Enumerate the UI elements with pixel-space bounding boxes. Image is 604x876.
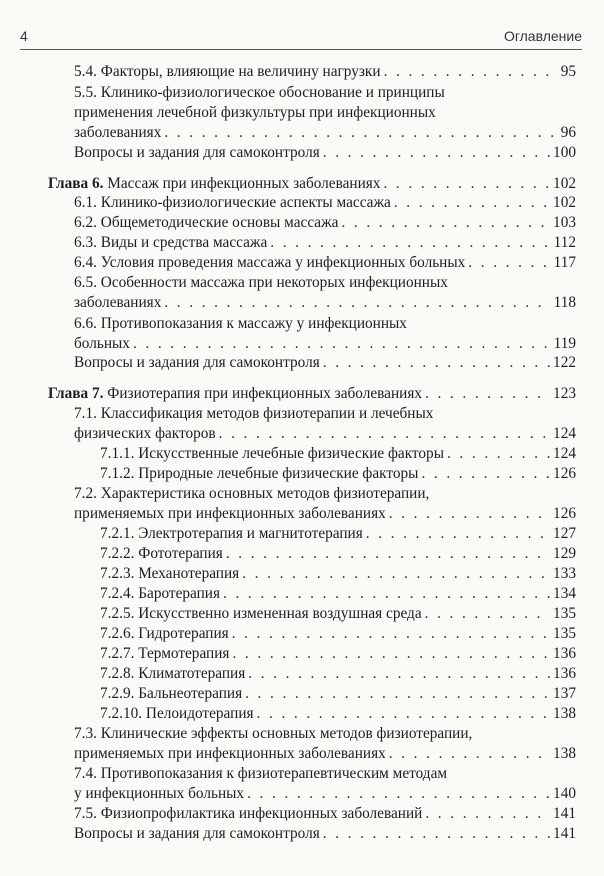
toc-subentry[interactable] <box>100 584 576 604</box>
entry-page: 136 <box>553 665 576 682</box>
entry-title: Вопросы и задания для самоконтроля <box>74 825 320 842</box>
entry-title: у инфекционных больных <box>74 785 245 802</box>
toc-entry[interactable] <box>74 253 576 273</box>
entry-page: 124 <box>553 425 576 442</box>
chapter-label: Глава 7. <box>48 385 104 402</box>
toc-entry[interactable] <box>74 314 576 334</box>
dot-leader <box>232 644 550 664</box>
toc-subentry[interactable] <box>100 664 576 684</box>
entry-page: 135 <box>553 605 576 622</box>
entry-title: 6.4. Условия проведения массажа у инфекционных больных <box>74 254 466 271</box>
entry-page: 119 <box>553 335 576 352</box>
dot-leader <box>242 564 550 584</box>
dot-leader <box>394 193 550 213</box>
entry-title: 7.2.4. Баротерапия <box>100 585 221 602</box>
toc-entry[interactable] <box>74 724 576 744</box>
dot-leader <box>389 504 550 524</box>
running-header <box>20 24 582 50</box>
running-title: Оглавление <box>503 28 582 44</box>
toc-entry[interactable] <box>74 353 576 373</box>
entry-title: физических факторов <box>74 425 216 442</box>
entry-title: применяемых при инфекционных заболеваниях <box>74 505 386 522</box>
entry-title: применяемых при инфекционных заболеваниях <box>74 745 386 762</box>
entry-page: 123 <box>553 385 576 402</box>
entry-title: 7.1. Классификация методов физиотерапии и лечебных <box>74 405 434 422</box>
entry-title: заболеваниях <box>74 294 162 311</box>
entry-page: 126 <box>553 465 576 482</box>
entry-title: 6.5. Особенности массажа при некоторых инфекционных <box>74 274 448 291</box>
entry-title: 7.2.6. Гидротерапия <box>100 625 229 642</box>
entry-page: 126 <box>553 505 576 522</box>
dot-leader <box>425 804 550 824</box>
toc-subentry[interactable] <box>100 464 576 484</box>
dot-leader <box>383 174 550 194</box>
toc-subentry[interactable] <box>100 604 576 624</box>
toc-entry-continuation[interactable] <box>74 424 576 444</box>
toc-subentry[interactable] <box>100 564 576 584</box>
dot-leader <box>232 624 550 644</box>
entry-title: Физиотерапия при инфекционных заболеваниях <box>107 385 423 402</box>
entry-title: 7.2.9. Бальнеотерапия <box>100 685 243 702</box>
entry-title: 6.1. Клинико-физиологические аспекты массажа <box>74 194 391 211</box>
dot-leader <box>468 253 550 273</box>
header-rule <box>20 49 582 50</box>
toc-entry-continuation[interactable] <box>74 123 576 143</box>
dot-leader <box>323 143 550 163</box>
entry-page: 138 <box>553 745 576 762</box>
entry-title: 7.2.7. Термотерапия <box>100 645 230 662</box>
entry-title: Массаж при инфекционных заболеваниях <box>107 175 381 192</box>
chapter-label: Глава 6. <box>48 175 104 192</box>
toc-subentry[interactable] <box>100 624 576 644</box>
dot-leader <box>226 544 550 564</box>
entry-page: 135 <box>553 625 576 642</box>
entry-page: 102 <box>553 194 576 211</box>
dot-leader <box>421 464 550 484</box>
entry-title: 7.2.8. Климатотерапия <box>100 665 246 682</box>
toc-entry[interactable] <box>74 143 576 163</box>
dot-leader <box>389 744 550 764</box>
dot-leader <box>323 824 550 844</box>
entry-page: 136 <box>553 645 576 662</box>
dot-leader <box>270 233 550 253</box>
dot-leader <box>245 684 550 704</box>
dot-leader <box>447 444 550 464</box>
entry-page: 96 <box>560 124 576 141</box>
toc-entry[interactable] <box>74 764 576 784</box>
entry-page: 124 <box>553 445 576 462</box>
entry-page: 129 <box>553 545 576 562</box>
entry-title: 7.1.1. Искусственные лечебные физические факторы <box>100 445 444 462</box>
entry-page: 112 <box>553 234 576 251</box>
dot-leader <box>247 784 550 804</box>
entry-page: 102 <box>553 175 576 192</box>
toc-entry-continuation[interactable] <box>74 293 576 313</box>
toc-subentry[interactable] <box>100 444 576 464</box>
entry-title: 7.4. Противопоказания к физиотерапевтическим методам <box>74 765 448 782</box>
entry-title: 6.3. Виды и средства массажа <box>74 234 268 251</box>
toc-entry[interactable] <box>74 233 576 253</box>
entry-page: 133 <box>553 565 576 582</box>
dot-leader <box>257 704 551 724</box>
toc-entry[interactable] <box>74 273 576 293</box>
dot-leader <box>425 604 550 624</box>
toc-entry-continuation[interactable] <box>74 784 576 804</box>
entry-page: 100 <box>553 144 576 161</box>
dot-leader <box>366 524 550 544</box>
toc-entry[interactable] <box>74 83 576 103</box>
dot-leader <box>223 584 550 604</box>
entry-page: 103 <box>553 214 576 231</box>
toc-entry[interactable] <box>74 213 576 233</box>
entry-title: 7.1.2. Природные лечебные физические факторы <box>100 465 419 482</box>
entry-title: 7.2.5. Искусственно измененная воздушная среда <box>100 605 422 622</box>
toc-entry[interactable] <box>74 62 576 82</box>
toc-chapter[interactable] <box>48 384 576 404</box>
toc-entry[interactable] <box>74 824 576 844</box>
toc-chapter[interactable] <box>48 174 576 194</box>
dot-leader <box>425 384 550 404</box>
dot-leader <box>164 293 550 313</box>
entry-page: 141 <box>553 825 576 842</box>
entry-title: 6.6. Противопоказания к массажу у инфекционных <box>74 315 407 332</box>
toc-subentry[interactable] <box>100 704 576 724</box>
entry-page: 140 <box>553 785 576 802</box>
entry-title: 5.4. Факторы, влияющие на величину нагрузки <box>74 63 381 80</box>
toc-subentry[interactable] <box>100 524 576 544</box>
entry-page: 127 <box>553 525 576 542</box>
toc-subentry[interactable] <box>100 684 576 704</box>
entry-title: применения лечебной физкультуры при инфекционных <box>74 104 436 121</box>
dot-leader <box>384 62 558 82</box>
entry-page: 118 <box>553 294 576 311</box>
dot-leader <box>341 213 550 233</box>
entry-title: 7.5. Физиопрофилактика инфекционных заболеваний <box>74 805 423 822</box>
toc-entry-continuation <box>74 103 576 123</box>
entry-title: Вопросы и задания для самоконтроля <box>74 144 320 161</box>
dot-leader <box>219 424 550 444</box>
toc-subentry[interactable] <box>100 644 576 664</box>
entry-page: 95 <box>560 63 576 80</box>
entry-title: Вопросы и задания для самоконтроля <box>74 354 320 371</box>
dot-leader <box>164 123 557 143</box>
entry-title: 7.2.2. Фототерапия <box>100 545 223 562</box>
entry-title: заболеваниях <box>74 124 162 141</box>
entry-title: 7.2.10. Пелоидотерапия <box>100 705 254 722</box>
entry-page: 138 <box>553 705 576 722</box>
toc-entry-continuation[interactable] <box>74 334 576 354</box>
dot-leader <box>248 664 550 684</box>
toc-subentry[interactable] <box>100 544 576 564</box>
page-number: 4 <box>20 28 28 44</box>
entry-title: 7.3. Клинические эффекты основных методов физиотерапии, <box>74 725 473 742</box>
entry-page: 122 <box>553 354 576 371</box>
toc-entry[interactable] <box>74 484 576 504</box>
toc-entry[interactable] <box>74 804 576 824</box>
entry-title: 7.2. Характеристика основных методов физиотерапии, <box>74 485 430 502</box>
entry-page: 141 <box>553 805 576 822</box>
toc-entry-continuation[interactable] <box>74 504 576 524</box>
entry-title: 5.5. Клинико-физиологическое обоснование и принципы <box>74 84 445 101</box>
entry-page: 117 <box>553 254 576 271</box>
dot-leader <box>323 353 550 373</box>
dot-leader <box>133 334 551 354</box>
toc-entry[interactable] <box>74 193 576 213</box>
entry-page: 137 <box>553 685 576 702</box>
toc-entry[interactable] <box>74 404 576 424</box>
toc-entry-continuation[interactable] <box>74 744 576 764</box>
entry-title: 7.2.3. Механотерапия <box>100 565 240 582</box>
entry-title: 6.2. Общеметодические основы массажа <box>74 214 339 231</box>
entry-page: 134 <box>553 585 576 602</box>
entry-title: больных <box>74 335 130 352</box>
entry-title: 7.2.1. Электротерапия и магнитотерапия <box>100 525 363 542</box>
